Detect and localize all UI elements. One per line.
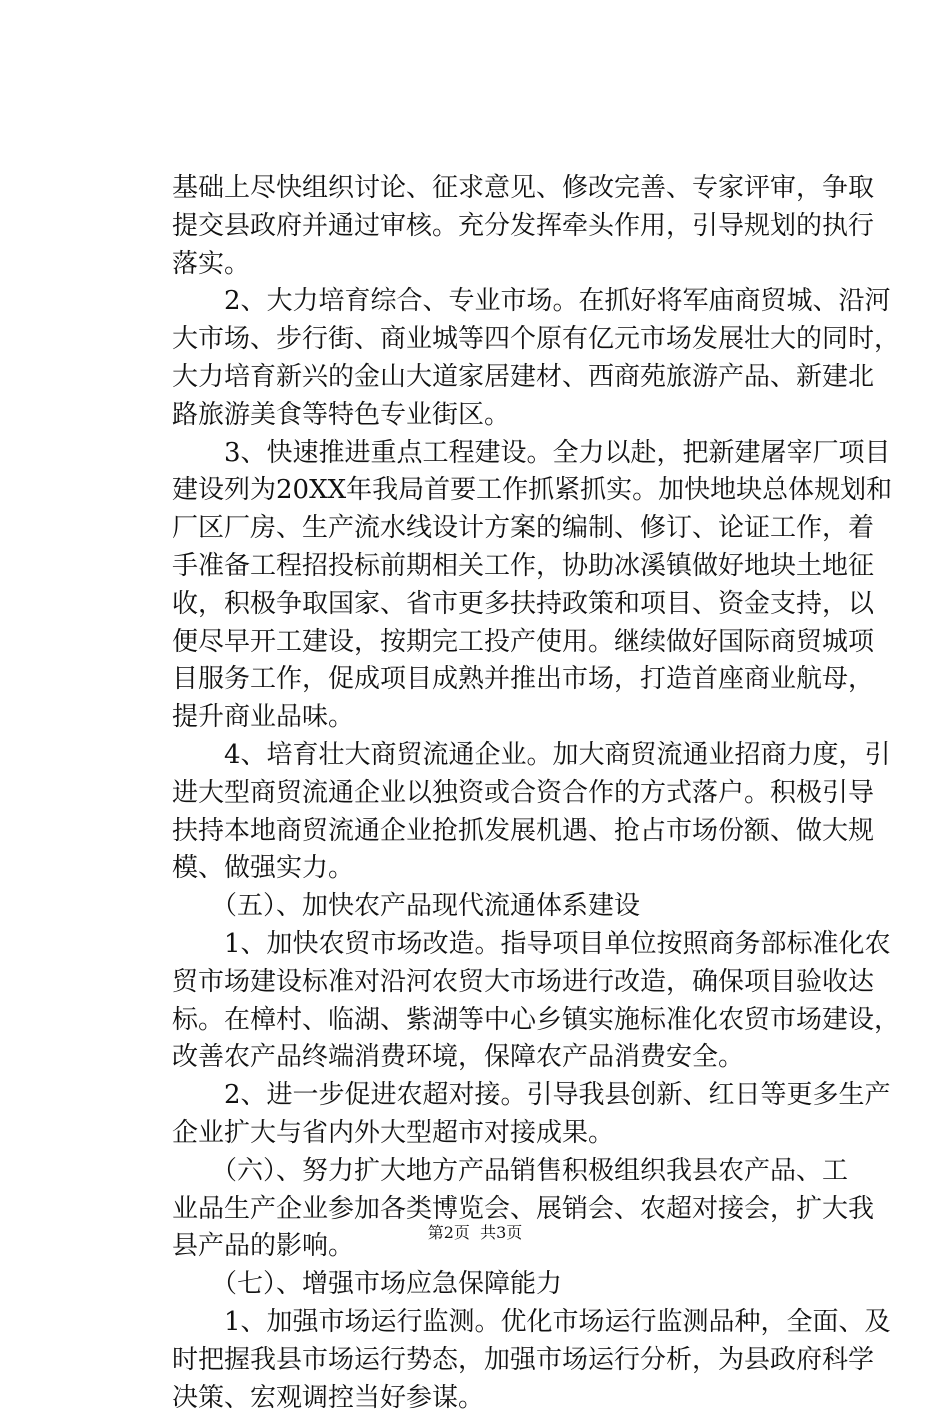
text-line: （七）、增强市场应急保障能力 xyxy=(172,1266,840,1304)
text-line: 县产品的影响。 xyxy=(172,1228,840,1266)
paragraph xyxy=(172,1304,840,1417)
text-line: 落实。 xyxy=(172,246,840,284)
page-footer: 第2页 共3页 xyxy=(0,1223,950,1243)
text-line: 扶持本地商贸流通企业抢抓发展机遇、抢占市场份额、做大规 xyxy=(172,813,840,851)
text-line: 模、做强实力。 xyxy=(172,850,840,888)
paragraph xyxy=(172,1153,840,1266)
text-line: 企业扩大与省内外大型超市对接成果。 xyxy=(172,1115,840,1153)
text-line: 进大型商贸流通企业以独资或合资合作的方式落户。积极引导 xyxy=(172,775,840,813)
text-line: 4、培育壮大商贸流通企业。加大商贸流通业招商力度，引 xyxy=(172,737,840,775)
text-line: 提升商业品味。 xyxy=(172,699,840,737)
text-line: （六）、努力扩大地方产品销售积极组织我县农产品、工 xyxy=(172,1153,840,1191)
text-line: 贸市场建设标准对沿河农贸大市场进行改造，确保项目验收达 xyxy=(172,964,840,1002)
text-line: 3、快速推进重点工程建设。全力以赴，把新建屠宰厂项目 xyxy=(172,435,840,473)
text-line: 收，积极争取国家、省市更多扶持政策和项目、资金支持，以 xyxy=(172,586,840,624)
text-line: 2、大力培育综合、专业市场。在抓好将军庙商贸城、沿河 xyxy=(172,283,840,321)
text-line: 目服务工作，促成项目成熟并推出市场，打造首座商业航母， xyxy=(172,661,840,699)
text-line: 标。在樟村、临湖、紫湖等中心乡镇实施标准化农贸市场建设， xyxy=(172,1002,840,1040)
text-line: 业品生产企业参加各类博览会、展销会、农超对接会，扩大我 xyxy=(172,1191,840,1229)
text-line: 基础上尽快组织讨论、征求意见、修改完善、专家评审，争取 xyxy=(172,170,840,208)
text-line: 决策、宏观调控当好参谋。 xyxy=(172,1380,840,1417)
paragraph xyxy=(172,1077,840,1153)
text-line: 便尽早开工建设，按期完工投产使用。继续做好国际商贸城项 xyxy=(172,624,840,662)
text-line: （五）、加快农产品现代流通体系建设 xyxy=(172,888,840,926)
text-line: 1、加快农贸市场改造。指导项目单位按照商务部标准化农 xyxy=(172,926,840,964)
text-line: 厂区厂房、生产流水线设计方案的编制、修订、论证工作，着 xyxy=(172,510,840,548)
text-line: 提交县政府并通过审核。充分发挥牵头作用，引导规划的执行 xyxy=(172,208,840,246)
text-line: 改善农产品终端消费环境，保障农产品消费安全。 xyxy=(172,1039,840,1077)
text-line: 时把握我县市场运行势态，加强市场运行分析，为县政府科学 xyxy=(172,1342,840,1380)
text-line: 大市场、步行街、商业城等四个原有亿元市场发展壮大的同时， xyxy=(172,321,840,359)
paragraph xyxy=(172,926,840,1077)
paragraph xyxy=(172,888,840,926)
text-line: 大力培育新兴的金山大道家居建材、西商苑旅游产品、新建北 xyxy=(172,359,840,397)
text-line: 2、进一步促进农超对接。引导我县创新、红日等更多生产 xyxy=(172,1077,840,1115)
paragraph xyxy=(172,435,840,737)
text-line: 路旅游美食等特色专业街区。 xyxy=(172,397,840,435)
paragraph xyxy=(172,1266,840,1304)
text-line: 建设列为20XX年我局首要工作抓紧抓实。加快地块总体规划和 xyxy=(172,472,840,510)
text-line: 1、加强市场运行监测。优化市场运行监测品种，全面、及 xyxy=(172,1304,840,1342)
paragraph xyxy=(172,283,840,434)
paragraph xyxy=(172,170,840,283)
text-line: 手准备工程招投标前期相关工作，协助冰溪镇做好地块土地征 xyxy=(172,548,840,586)
paragraph xyxy=(172,737,840,888)
